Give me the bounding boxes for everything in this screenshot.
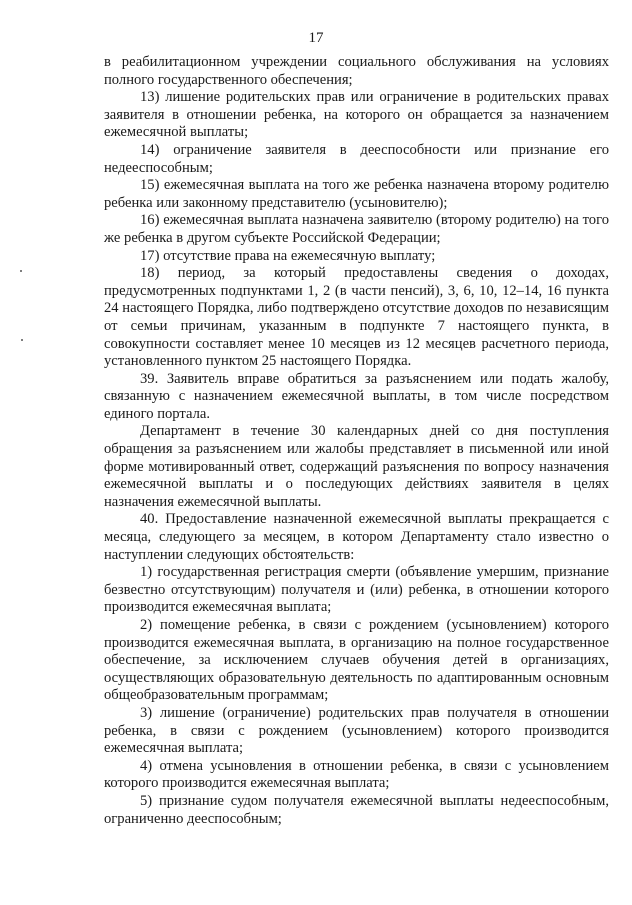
page-number: 17 xyxy=(308,30,324,46)
paragraph: 2) помещение ребенка, в связи с рождением (усыновлением) которого производится ежемесячная выплата, в организацию на полное государственное обеспечение, за исключением случаев обучения детей в организациях, осуществляющих образовательную деятельность по адаптированным основным общеобразовательным программам; xyxy=(104,617,609,704)
paragraph: 39. Заявитель вправе обратиться за разъяснением или подать жалобу, связанную с назначением ежемесячной выплаты, в том числе посредством единого портала. xyxy=(104,370,609,422)
paragraph: 40. Предоставление назначенной ежемесячной выплаты прекращается с месяца, следующего за месяцем, в котором Департаменту стало известно о наступлении следующих обстоятельств: xyxy=(104,511,609,563)
paragraph: 1) государственная регистрация смерти (объявление умершим, признание безвестно отсутствующим) получателя и (или) ребенка, в отношении которого производится ежемесячная выплата; xyxy=(104,564,609,616)
scan-dot xyxy=(21,339,23,341)
paragraph: 4) отмена усыновления в отношении ребенка, в связи с усыновлением которого производится ежемесячная выплата; xyxy=(104,757,609,792)
paragraph: 5) признание судом получателя ежемесячной выплаты недееспособным, ограниченно дееспособным; xyxy=(104,792,609,827)
paragraph: 17) отсутствие права на ежемесячную выплату; xyxy=(140,247,436,264)
scan-dot xyxy=(20,270,22,272)
paragraph: 15) ежемесячная выплата на того же ребенка назначена второму родителю ребенка или законному представителю (усыновителю); xyxy=(104,177,609,211)
paragraph: Департамент в течение 30 календарных дней со дня поступления обращения за разъяснением или жалобы представляет в письменной или иной форме мотивированный ответ, содержащий разъяснения по вопросу назначения ежемесячной выплаты и о последующих действиях заявителя в целях назначения ежемесячной выплаты. xyxy=(104,423,609,510)
paragraph: 3) лишение (ограничение) родительских прав получателя в отношении ребенка, в связи с рождением (усыновлением) которого производится ежемесячная выплата; xyxy=(104,704,609,757)
paragraph: 16) ежемесячная выплата назначена заявителю (второму родителю) на того же ребенка в другом субъекте Российской Федерации; xyxy=(104,212,609,246)
paragraph: 14) ограничение заявителя в дееспособности или признание его недееспособным; xyxy=(104,141,609,176)
paragraph: в реабилитационном учреждении социального обслуживания на условиях полного государственного обеспечения; xyxy=(104,54,609,88)
document-body xyxy=(104,54,609,828)
paragraph: 13) лишение родительских прав или ограничение в родительских правах заявителя в отношении ребенка, на которого он обращается за назначением ежемесячной выплаты; xyxy=(104,89,609,141)
paragraph: 18) период, за который предоставлены сведения о доходах, предусмотренных подпунктами 1, 2 (в части пенсий), 3, 6, 10, 12–14, 16 пункта 24 настоящего Порядка, либо подтверждено отсутствие доходов по независящим от семьи причинам, указанным в подпункте 7 настоящего пункта, в совокупности составляет менее 10 месяцев из 12 месяцев расчетного периода, установленного пунктом 25 настоящего Порядка. xyxy=(104,265,609,370)
